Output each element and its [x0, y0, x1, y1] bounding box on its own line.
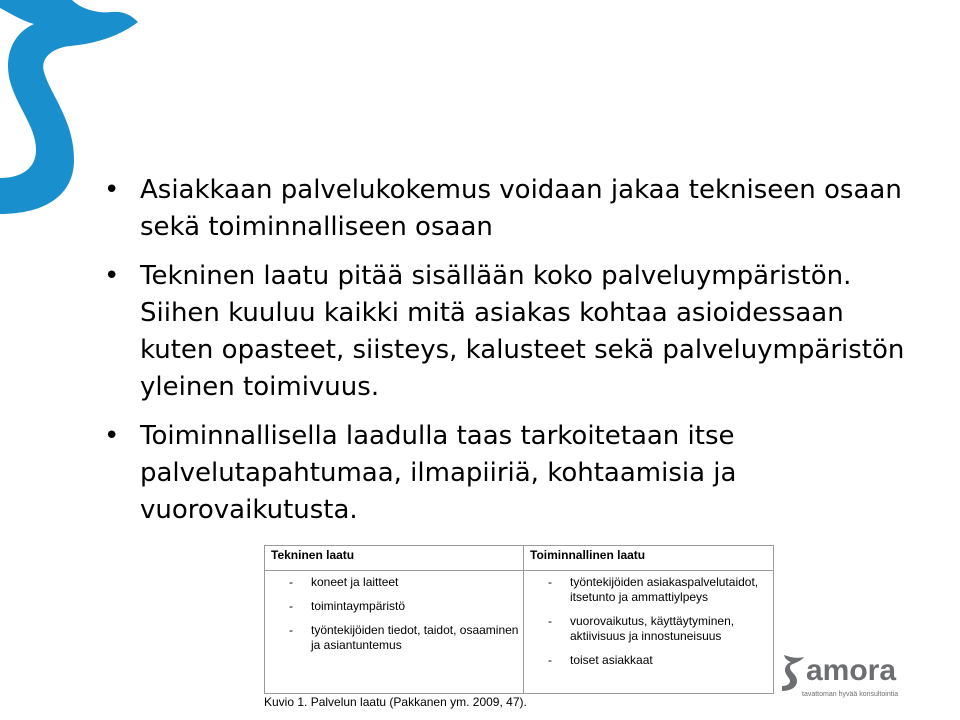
bullet-item: [100, 258, 920, 406]
bullet-dot: •: [104, 175, 120, 205]
list-item: - toimintaympäristö: [289, 599, 406, 613]
list-item: - vuorovaikutus, käyttäytyminen, aktiivisuus ja innostuneisuus: [548, 614, 735, 643]
quality-table: [264, 545, 774, 694]
logo-tagline: tavattoman hyvää konsultointia: [802, 691, 899, 698]
bullet-dot: •: [104, 261, 120, 291]
logo-wordmark: amora: [806, 654, 897, 687]
bullet-text: Asiakkaan palvelukokemus voidaan jakaa tekniseen osaan sekä toiminnalliseen osaan: [140, 175, 902, 242]
list-item: - työntekijöiden tiedot, taidot, osaaminen ja asiantuntemus: [289, 623, 519, 652]
figure-caption: Kuvio 1. Palvelun laatu (Pakkanen ym. 2009, 47).: [264, 695, 527, 709]
bullet-item: [100, 172, 920, 246]
table-header-row: [265, 546, 774, 571]
list-item: - toiset asiakkaat: [548, 653, 653, 667]
bullet-list: [100, 172, 920, 541]
header-technical: Tekninen laatu: [265, 546, 524, 571]
logo-s-icon: [782, 653, 808, 693]
bullet-item: [100, 418, 920, 529]
bullet-text: Toiminnallisella laadulla taas tarkoitetaan itse palvelutapahtumaa, ilmapiiriä, kohtaamisia ja vuorovaikutusta.: [140, 421, 737, 525]
bullet-dot: •: [104, 421, 120, 451]
header-functional: Toiminnallinen laatu: [524, 546, 774, 571]
technical-cell: [265, 571, 524, 694]
functional-cell: [524, 571, 774, 694]
bullet-text: Tekninen laatu pitää sisällään koko palveluympäristön. Siihen kuuluu kaikki mitä asiakas kohtaa asioidessaan kuten opasteet, siisteys, kalusteet sekä palveluympäristön yleinen toimivuus.: [140, 261, 905, 402]
list-item: - koneet ja laitteet: [289, 575, 399, 589]
list-item: - työntekijöiden asiakaspalvelutaidot, itsetunto ja ammattiylpeys: [548, 575, 759, 604]
samora-logo: [782, 653, 914, 705]
table-row: [265, 571, 774, 694]
